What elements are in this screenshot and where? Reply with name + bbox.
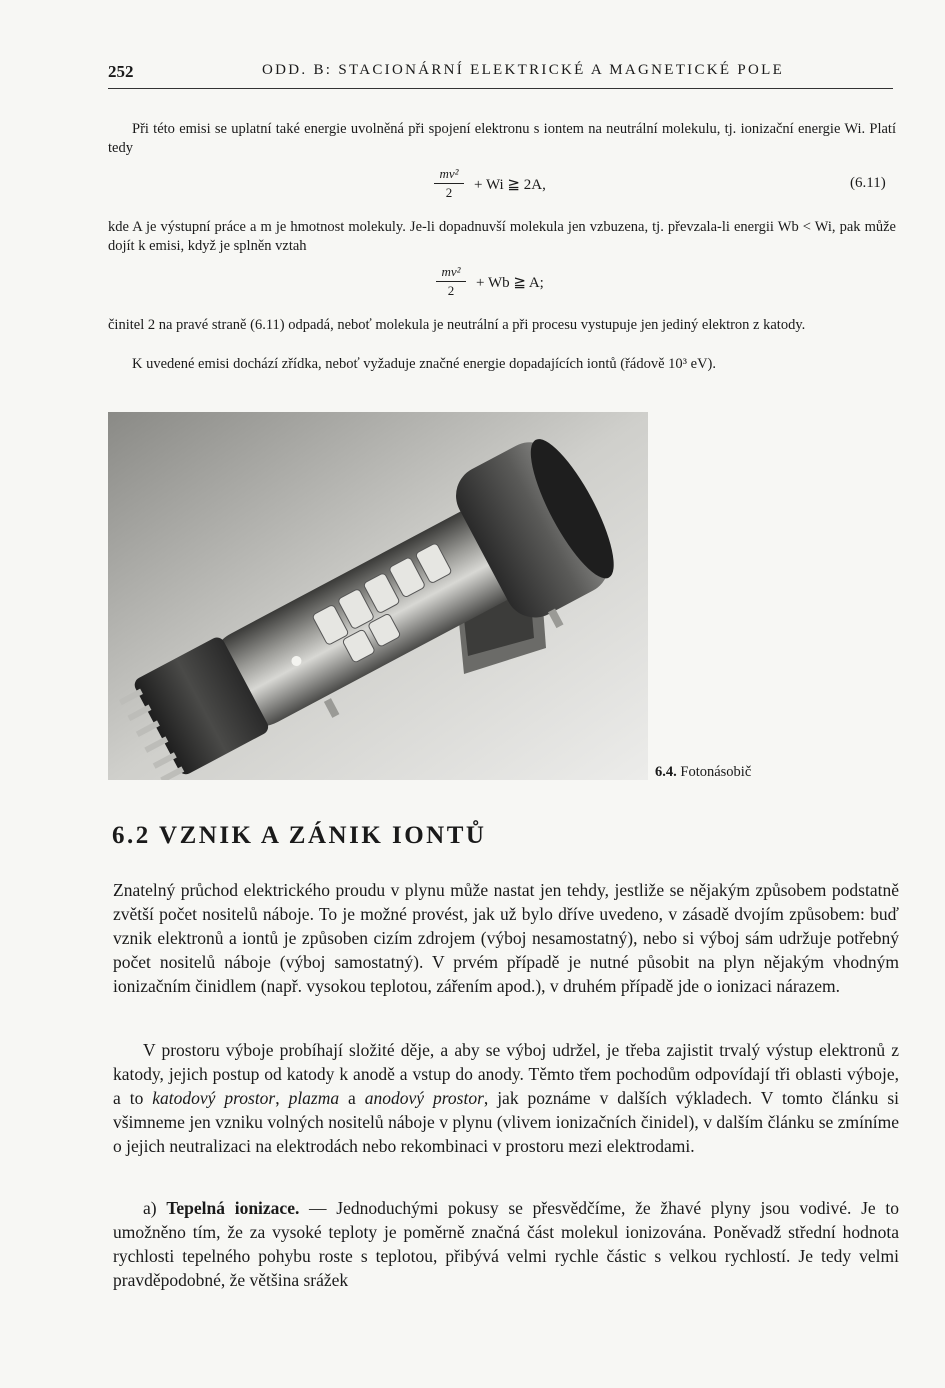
header-rule (108, 88, 893, 89)
term-anodovy-prostor: anodový prostor (364, 1088, 484, 1108)
body-paragraph-3-text: — Jednoduchými pokusy se přesvědčíme, že žhavé plyny jsou vodivé. Je to umožněno tím, že za vysoké teploty je poměrně značná část molekul ionizována. Poněvadž střední hodnota rychlosti tepelného pohybu roste s teplotou, přibývá velmi rychle částic s velkou rychlostí. Je tedy velmi pravděpodobné, že většina srážek (113, 1198, 899, 1290)
equation-2-fraction (436, 264, 466, 299)
equation-1-numerator: mv² (439, 166, 459, 181)
figure-caption (655, 764, 751, 781)
figure-number: 6.4. (655, 764, 677, 780)
intro-paragraph-2: kde A je výstupní práce a m je hmotnost molekuly. Je-li dopadnuvší molekula jen vzbuzena, tj. převzala-li energii Wb < Wi, pak může dojít k emisi, když je splněn vztah (108, 219, 896, 254)
fraction-bar (434, 183, 464, 184)
equation-1-rest: + Wi ≧ 2A, (474, 177, 546, 193)
fraction-bar (436, 281, 466, 282)
page-number: 252 (108, 62, 134, 81)
body-paragraph-2-text-d: , jak poznáme v dalších výkladech. V tomto článku si všimneme jen vzniku volných nositelů náboje v plynu (vlivem ionizačních činidel), v dalším článku se zmíníme o jejich neutralizaci na elektrodách nebo rekombinaci v prostoru mezi elektrodami. (113, 1088, 899, 1156)
body-paragraph-1: Znatelný průchod elektrického proudu v plynu může nastat jen tehdy, jestliže se nějakým způsobem podstatně zvětší počet nositelů náboje. To je možné provést, jak už bylo dříve uvedeno, v zásadě dvojím způsobem: buď vznik elektronů a iontů je způsoben cizím zdrojem (výboj nesamostatný), nebo si výboj sám udržuje potřebný počet nositelů náboje (výboj samostatný). V prvém případě je nutné působit na plyn nějakým vhodným ionizačním činidlem (např. vysokou teplotou, zářením apod.), v druhém případě jde o ionizaci nárazem. (113, 880, 899, 996)
body-paragraph-3 (113, 1196, 899, 1292)
body-paragraph-2-text-c: a (339, 1088, 365, 1108)
intro-paragraph-3: činitel 2 na pravé straně (6.11) odpadá, neboť molekula je neutrální a při procesu vystupuje jen jediný elektron z katody. (108, 317, 806, 333)
equation-1-denominator: 2 (445, 185, 453, 200)
term-plazma: plazma (288, 1088, 340, 1108)
equation-2-numerator: mv² (441, 264, 461, 279)
body-paragraph-2-text-b: , (275, 1088, 289, 1108)
term-katodovy-prostor: katodový prostor (152, 1088, 276, 1108)
equation-1-number: (6.11) (850, 175, 886, 191)
equation-2-denominator: 2 (447, 283, 455, 298)
intro-paragraph-4: K uvedené emisi dochází zřídka, neboť vyžaduje značné energie dopadajících iontů (řádově 10³ eV). (132, 356, 716, 372)
equation-2-rest: + Wb ≧ A; (476, 275, 544, 291)
photomultiplier-photo (108, 412, 648, 780)
intro-paragraph-1: Při této emisi se uplatní také energie uvolněná při spojení elektronu s iontem na neutrální molekulu, tj. ionizační energie Wi. Platí tedy (108, 121, 896, 156)
section-heading: 6.2 VZNIK A ZÁNIK IONTŮ (112, 822, 487, 849)
equation-1-fraction (434, 166, 464, 201)
running-title: ODD. B: STACIONÁRNÍ ELEKTRICKÉ A MAGNETICKÉ POLE (262, 62, 785, 78)
body-paragraph-2 (113, 1038, 899, 1158)
subsection-label: a) (143, 1198, 167, 1218)
figure-caption-text: Fotonásobič (680, 764, 752, 780)
subsection-title: Tepelná ionizace. (166, 1198, 300, 1218)
body-paragraph-2-text-a: V prostoru výboje probíhají složité děje, a aby se výboj udržel, je třeba zajistit trvalý výstup elektronů z katody, jejich postup od katody k anodě a vstup do anody. Těmto třem pochodům odpovídají tři oblasti výboje, a to (113, 1040, 899, 1108)
